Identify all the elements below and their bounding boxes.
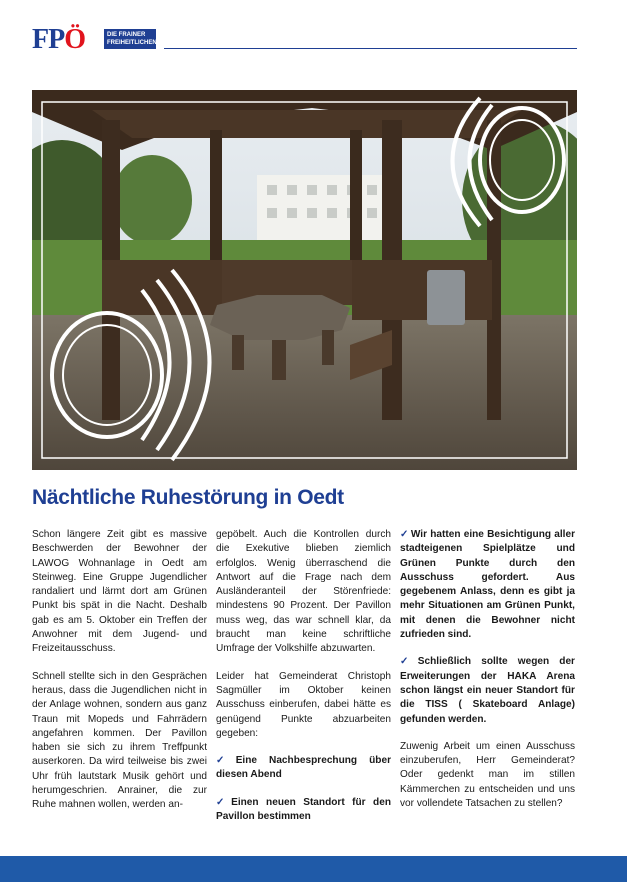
article-column-1 (32, 528, 207, 826)
paragraph: Zuwenig Arbeit um einen Ausschuss einzuberufen, Herr Gemeinderat? Oder gedenkt man im stillen Kämmerchen zu entscheiden und uns vor vollendete Tatsachen zu stellen? (400, 740, 575, 810)
logo-text-o: Ö (64, 24, 85, 55)
paragraph: gepöbelt. Auch die Kontrollen durch die Exekutive blieben ziemlich erfolglos. Wenig überraschend die Antwort auf die Frage nach dem Ausländeranteil der Störenfriede: mindestens 90 Prozent. Der Pavillon muss weg, das war schnell klar, da braucht man keine schriftliche Umfrage der Volkshilfe abzuwarten. (216, 529, 391, 655)
check-icon: ✓ (400, 656, 416, 668)
pavilion-photo (32, 90, 577, 470)
check-icon: ✓ (216, 796, 230, 808)
bullet-point (400, 655, 575, 726)
fpo-logo (32, 26, 85, 54)
footer-bar (0, 856, 627, 882)
bullet-point (400, 528, 575, 642)
bullet-text: Wir hatten eine Besichtigung aller stadteigenen Spielplätze und Grünen Punkte durch den Ausschuss gefordert. Aus gegebenem Anlass, denn es gibt ja mehr Situationen am Grünen Punkt, mit denen die Bewohner nicht zufrieden sind. (400, 529, 575, 641)
article-column-3 (400, 528, 575, 824)
bullet-text: Einen neuen Standort für den Pavillon bestimmen (216, 796, 391, 823)
logo-text-fp: FP (32, 24, 65, 55)
bullet-point (216, 754, 391, 783)
check-icon: ✓ (216, 755, 234, 767)
paragraph: Leider hat Gemeinderat Christoph Sagmüller im Oktober keinen Ausschuss einberufen, dabei hätte es genügend Punkte abzuarbeiten gegeben: (216, 670, 391, 739)
check-icon: ✓ (400, 529, 409, 540)
logo-badge: DIE FRAINER FREIHEITLICHEN (104, 29, 156, 49)
article-column-2 (216, 528, 391, 837)
bullet-point (216, 796, 391, 825)
paragraph: Schon längere Zeit gibt es massive Beschwerden der Bewohner der LAWOG Wohnanlage in Oedt am Steinweg. Eine Gruppe Jugendlicher randaliert und lärmt dort am Grünen Punkt bis spät in die Nacht. Deshalb gab es am 5. Oktober ein Treffen der Anwohner mit dem Jugend- und Freizeitausschuss. (32, 529, 207, 655)
paragraph: Schnell stellte sich in den Gesprächen heraus, dass die Jugendlichen nicht in der Anlage wohnen, sondern aus ganz Traun mit Mopeds und Fahrrädern angefahren kommen. Der Pavillon haben sie sich zu ihrem Treffpunkt auserkoren. Da wird teilweise bis zwei Uhr früh lautstark Musik gehört und herumgeschrien. Anrainer, die zur Ruhe mahnen wollen, werden an- (32, 670, 207, 811)
page-header (32, 26, 577, 54)
bullet-text: Eine Nachbesprechung über diesen Abend (216, 755, 391, 781)
bullet-text: Schließlich sollte wegen der Erweiterungen der HAKA Arena schon längst ein neuer Standort für die TISS ( Skateboard Anlage) gefunden werden. (400, 656, 575, 725)
article-title: Nächtliche Ruhestörung in Oedt (32, 486, 344, 509)
header-rule (164, 48, 577, 49)
